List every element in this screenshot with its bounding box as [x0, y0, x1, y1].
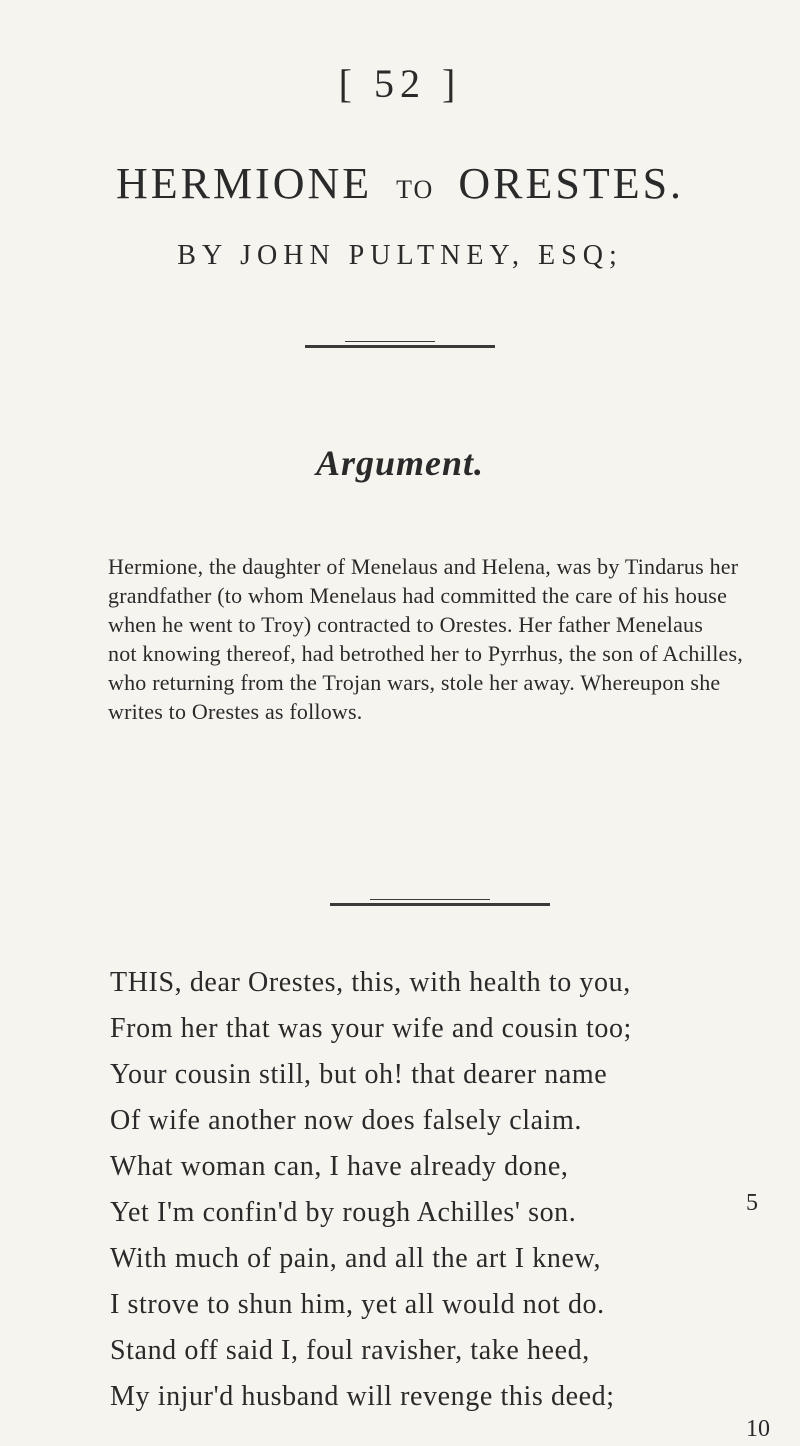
decorative-rule	[330, 898, 550, 908]
argument-line: who returning from the Trojan wars, stole her away. Whereupon she	[108, 670, 721, 695]
rule-thin-line	[370, 899, 490, 900]
title-part-2: ORESTES.	[458, 159, 685, 208]
poem-body	[110, 960, 710, 1420]
title-connector: TO	[396, 175, 435, 204]
page-number: [ 52 ]	[338, 61, 462, 106]
poem-line: Your cousin still, but oh! that dearer name	[110, 1059, 608, 1090]
decorative-rule	[305, 340, 495, 350]
poem-line: My injur'd husband will revenge this deed;	[110, 1381, 615, 1412]
poem-line: With much of pain, and all the art I knew,	[110, 1243, 602, 1274]
argument-line: when he went to Troy) contracted to Orestes. Her father Menelaus	[108, 612, 704, 637]
title-part-1: HERMIONE	[115, 159, 373, 208]
poem-line: From her that was your wife and cousin too;	[110, 1013, 632, 1044]
poem-line: Stand off said I, foul ravisher, take heed,	[110, 1335, 590, 1366]
argument-line: writes to Orestes as follows.	[108, 699, 363, 724]
argument-line: not knowing thereof, had betrothed her to Pyrrhus, the son of Achilles,	[108, 641, 743, 666]
line-number-10: 10	[746, 1416, 770, 1442]
author-byline: BY JOHN PULTNEY, ESQ;	[177, 240, 623, 271]
poem-line: Of wife another now does falsely claim.	[110, 1105, 583, 1136]
poem-title	[0, 158, 800, 209]
rule-thick-line	[305, 345, 495, 348]
poem-line: THIS, dear Orestes, this, with health to you,	[110, 967, 631, 998]
argument-heading: Argument.	[315, 443, 485, 483]
poem-line: Yet I'm confin'd by rough Achilles' son.	[110, 1197, 577, 1228]
line-number-5: 5	[746, 1190, 758, 1216]
poem-line: What woman can, I have already done,	[110, 1151, 569, 1182]
poem-line: I strove to shun him, yet all would not do.	[110, 1289, 605, 1320]
argument-line: grandfather (to whom Menelaus had committed the care of his house	[108, 583, 728, 608]
argument-paragraph	[108, 552, 743, 726]
rule-thin-line	[345, 341, 435, 342]
rule-thick-line	[330, 903, 550, 906]
argument-line: Hermione, the daughter of Menelaus and Helena, was by Tindarus her	[108, 554, 739, 579]
